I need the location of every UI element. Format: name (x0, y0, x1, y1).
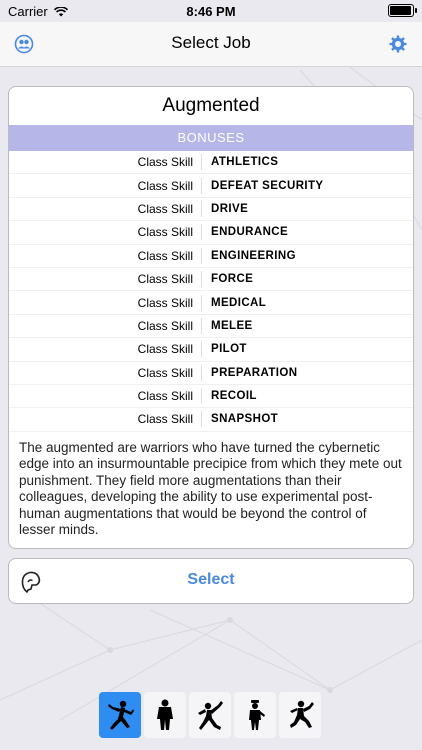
bonus-type: Class Skill (137, 272, 193, 287)
bonus-row (9, 362, 413, 385)
bonus-row (9, 385, 413, 408)
bonus-row (9, 338, 413, 361)
bonus-type: Class Skill (137, 412, 193, 427)
tab-runner-figure[interactable] (279, 692, 321, 738)
martial-pose-icon (194, 697, 226, 733)
bonus-name: ENDURANCE (211, 226, 289, 239)
tab-martial-pose[interactable] (189, 692, 231, 738)
bonus-type: Class Skill (137, 178, 193, 193)
carrier-label: Carrier (8, 4, 48, 19)
augmented-fighter-icon (104, 697, 136, 733)
bonus-row (9, 408, 413, 431)
bonus-type: Class Skill (137, 342, 193, 357)
bonus-type: Class Skill (137, 389, 193, 404)
bonus-row (9, 315, 413, 338)
job-tabs (99, 692, 321, 738)
bonus-row (9, 245, 413, 268)
bonus-name: SNAPSHOT (211, 413, 279, 426)
battery-level (390, 6, 411, 15)
bonus-name: PILOT (211, 343, 247, 356)
bonus-name: MEDICAL (211, 296, 267, 309)
bonus-name: RECOIL (211, 390, 257, 403)
job-card (8, 86, 414, 549)
tab-officer-figure[interactable] (234, 692, 276, 738)
bonus-row (9, 291, 413, 314)
tab-augmented-fighter[interactable] (99, 692, 141, 738)
gear-icon[interactable] (387, 33, 409, 55)
runner-figure-icon (284, 697, 316, 733)
job-name: Augmented (162, 95, 260, 116)
select-button[interactable] (8, 558, 414, 604)
select-label: Select (187, 571, 235, 588)
bonus-row (9, 151, 413, 174)
job-description: The augmented are warriors who have turned the cybernetic edge into an insurmountable precipice from which they mete out punishment. They field more augmentations than their colleagues, developing the ability to use experimental post-human augmentations that would be beyond the control of lesser minds. (19, 439, 402, 538)
bonus-row (9, 268, 413, 291)
bonus-type: Class Skill (137, 248, 193, 263)
bonus-type: Class Skill (137, 155, 193, 170)
bonus-name: FORCE (211, 273, 254, 286)
bonus-type: Class Skill (137, 365, 193, 380)
bonus-list (9, 151, 413, 432)
tab-suited-figure[interactable] (144, 692, 186, 738)
bonuses-header: BONUSES (9, 125, 413, 151)
bonus-type: Class Skill (137, 201, 193, 216)
officer-figure-icon (239, 697, 271, 733)
bonus-name: DRIVE (211, 202, 249, 215)
status-time: 8:46 PM (186, 4, 236, 19)
suited-figure-icon (149, 697, 181, 733)
bonus-type: Class Skill (137, 225, 193, 240)
bonus-name: ENGINEERING (211, 249, 296, 262)
bonus-row (9, 221, 413, 244)
bonus-name: DEFEAT SECURITY (211, 179, 324, 192)
bonus-type: Class Skill (137, 318, 193, 333)
bonus-name: ATHLETICS (211, 156, 279, 169)
battery-icon (388, 4, 414, 17)
page-title: Select Job (171, 33, 251, 52)
bonus-name: MELEE (211, 319, 253, 332)
status-bar (0, 0, 422, 22)
navigation-bar (0, 22, 422, 67)
bonus-type: Class Skill (137, 295, 193, 310)
bonus-row (9, 174, 413, 197)
bonus-name: PREPARATION (211, 366, 298, 379)
bonus-row (9, 198, 413, 221)
